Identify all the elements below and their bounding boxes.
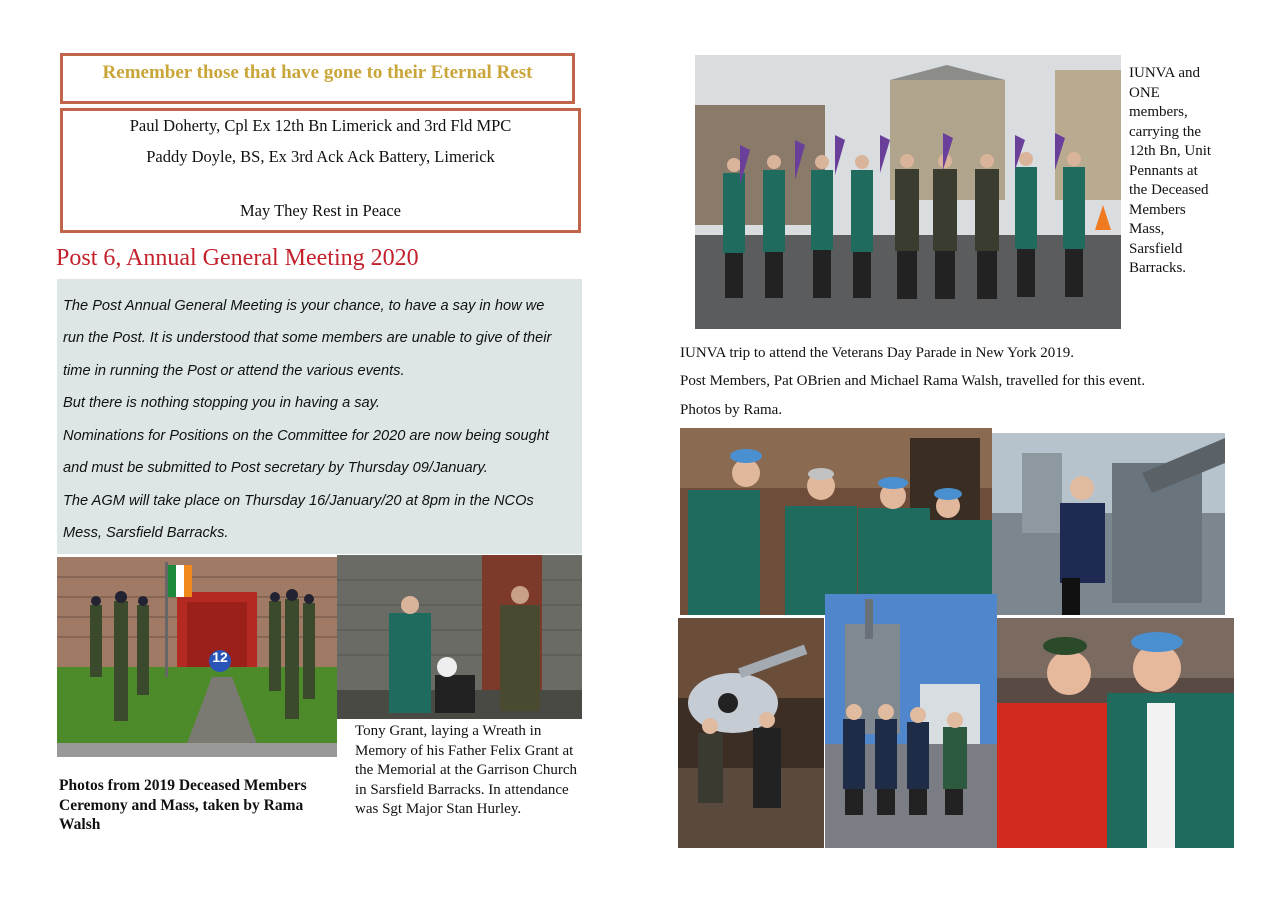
agm-line: Mess, Sarsfield Barracks.	[63, 525, 229, 541]
photo-wreath-laying	[337, 555, 582, 719]
agm-heading: Post 6, Annual General Meeting 2020	[56, 245, 419, 271]
memorial-wreath-number: 12	[212, 649, 228, 665]
remembrance-name-2: Paddy Doyle, BS, Ex 3rd Ack Ack Battery, Limerick	[146, 147, 495, 166]
remembrance-heading: Remember those that have gone to their Eternal Rest	[102, 62, 533, 83]
agm-line: Nominations for Positions on the Committee for 2020 are now being sought	[63, 428, 549, 444]
nyc-trip-line-2: Post Members, Pat OBrien and Michael Rama Walsh, travelled for this event.	[680, 373, 1146, 389]
photo-memorial-ceremony	[57, 557, 337, 757]
agm-line: and must be submitted to Post secretary by Thursday 09/January.	[63, 460, 488, 476]
agm-line: The Post Annual General Meeting is your chance, to have a say in how we	[63, 298, 545, 314]
agm-line: run the Post. It is understood that some members are unable to give of their	[63, 330, 552, 346]
remembrance-closing: May They Rest in Peace	[240, 201, 401, 220]
remembrance-names-box	[60, 108, 581, 233]
photo-museum-aircraft	[678, 618, 824, 848]
photo-two-veterans	[997, 618, 1234, 848]
photo-warship-gun	[992, 433, 1225, 615]
nyc-trip-line-3: Photos by Rama.	[680, 402, 783, 418]
agm-line: The AGM will take place on Thursday 16/January/20 at 8pm in the NCOs	[63, 493, 534, 509]
agm-line: time in running the Post or attend the various events.	[63, 363, 405, 379]
caption-tony-grant: Tony Grant, laying a Wreath in Memory of his Father Felix Grant at the Memorial at the Garrison Church in Sarsfield Barracks. In attendance was Sgt Major Stan Hurley.	[355, 723, 578, 817]
photo-aircraft-carrier	[825, 594, 997, 848]
agm-notice-box	[57, 279, 582, 554]
remembrance-name-1: Paul Doherty, Cpl Ex 12th Bn Limerick and 3rd Fld MPC	[129, 116, 512, 135]
agm-line: But there is nothing stopping you in having a say.	[63, 395, 380, 411]
photo-veterans-group	[680, 428, 992, 615]
caption-ceremony: Photos from 2019 Deceased Members Ceremony and Mass, taken by Rama Walsh	[59, 777, 307, 833]
nyc-trip-line-1: IUNVA trip to attend the Veterans Day Parade in New York 2019.	[680, 345, 1074, 361]
caption-iunva-pennants: IUNVA and ONE members, carrying the 12th Bn, Unit Pennants at the Deceased Members Mass, Sarsfield Barracks.	[1129, 65, 1212, 276]
photo-pennant-parade	[695, 55, 1121, 329]
remembrance-heading-box	[60, 53, 575, 104]
